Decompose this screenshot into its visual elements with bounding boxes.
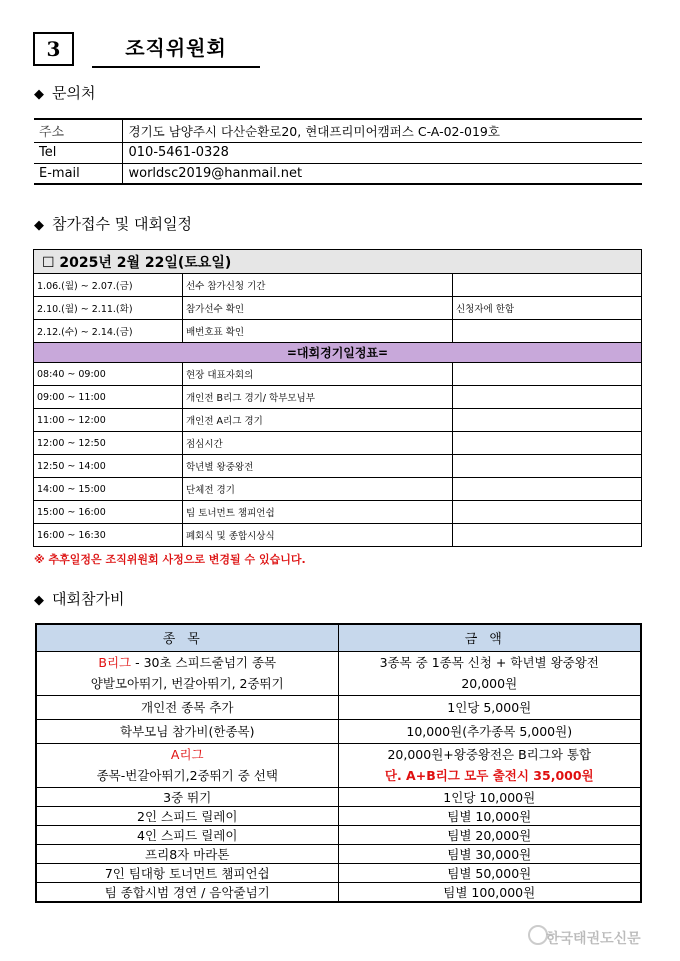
- event-cell: 4인 스피드 릴레이: [36, 825, 338, 844]
- section-number: 3: [33, 32, 74, 66]
- amount-line1: 3종목 중 1종목 신청 + 학년별 왕중왕전: [379, 655, 599, 670]
- table-row: [36, 882, 641, 902]
- contact-value: 010-5461-0328: [122, 142, 642, 163]
- contact-key: Tel: [34, 142, 122, 163]
- league-desc: - 30초 스피드줄넘기 종목: [131, 655, 277, 670]
- period-cell: 2.12.(수) ~ 2.14.(금): [34, 320, 183, 343]
- note-cell: [453, 320, 642, 343]
- time-cell: 12:00 ~ 12:50: [34, 432, 183, 455]
- table-row: [36, 787, 641, 806]
- time-cell: 08:40 ~ 09:00: [34, 363, 183, 386]
- schedule-heading: ◆ 참가접수 및 대회일정: [34, 215, 192, 233]
- table-row: [34, 386, 642, 409]
- amount-cell: 팀별 100,000원: [338, 882, 641, 902]
- league-desc2: 종목-번갈아뛰기,2중뛰기 중 선택: [96, 768, 278, 783]
- league-label: A리그: [170, 747, 204, 762]
- amount-cell: 1인당 5,000원: [338, 695, 641, 719]
- table-row: [34, 409, 642, 432]
- amount-cell: 1인당 10,000원: [338, 787, 641, 806]
- item-cell: 현장 대표자회의: [183, 363, 453, 386]
- diamond-bullet-icon: ◆: [34, 218, 44, 233]
- header-amount: 금액: [338, 624, 641, 651]
- event-cell: 프리8자 마라톤: [36, 844, 338, 863]
- amount-line2: 단. A+B리그 모두 출전시 35,000원: [384, 768, 594, 783]
- contact-value: worldsc2019@hanmail.net: [122, 163, 642, 184]
- contact-key: 주소: [34, 119, 122, 142]
- period-cell: 2.10.(월) ~ 2.11.(화): [34, 297, 183, 320]
- diamond-bullet-icon: ◆: [34, 593, 44, 608]
- header-event: 종목: [36, 624, 338, 651]
- contact-key: E-mail: [34, 163, 122, 184]
- item-cell: 참가선수 확인: [183, 297, 453, 320]
- table-row: [34, 478, 642, 501]
- amount-cell: [338, 651, 641, 695]
- note-cell: [453, 501, 642, 524]
- event-date: ☐ 2025년 2월 22일(토요일): [34, 250, 642, 274]
- note-cell: 신청자에 한함: [453, 297, 642, 320]
- table-row: [34, 524, 642, 547]
- table-row: [36, 825, 641, 844]
- item-cell: 배번호표 확인: [183, 320, 453, 343]
- amount-line1: 20,000원+왕중왕전은 B리그와 통합: [387, 747, 592, 762]
- item-cell: 학년별 왕중왕전: [183, 455, 453, 478]
- table-row: [36, 844, 641, 863]
- event-cell: 3중 뛰기: [36, 787, 338, 806]
- contact-table: [34, 118, 642, 185]
- note-cell: [453, 386, 642, 409]
- table-row: [36, 806, 641, 825]
- fee-table: [35, 623, 642, 903]
- contact-row-email: [34, 163, 642, 184]
- schedule-notice: ※ 추후일정은 조직위원회 사정으로 변경될 수 있습니다.: [34, 553, 306, 566]
- fee-row-b-league: [36, 651, 641, 695]
- note-cell: [453, 363, 642, 386]
- item-cell: 팀 토너먼트 챔피언쉽: [183, 501, 453, 524]
- contact-heading: ◆ 문의처: [34, 84, 96, 102]
- table-row: [36, 719, 641, 743]
- time-cell: 16:00 ~ 16:30: [34, 524, 183, 547]
- fee-row-a-league: [36, 743, 641, 787]
- diamond-bullet-icon: ◆: [34, 87, 44, 102]
- amount-cell: 팀별 30,000원: [338, 844, 641, 863]
- league-desc2: 양발모아뛰기, 번갈아뛰기, 2중뛰기: [90, 676, 284, 691]
- time-cell: 14:00 ~ 15:00: [34, 478, 183, 501]
- schedule-banner: =대회경기일정표=: [34, 343, 642, 363]
- note-cell: [453, 455, 642, 478]
- amount-cell: 팀별 50,000원: [338, 863, 641, 882]
- table-row: [34, 432, 642, 455]
- table-row: [34, 297, 642, 320]
- league-label: B리그: [98, 655, 132, 670]
- note-cell: [453, 274, 642, 297]
- amount-cell: [338, 743, 641, 787]
- event-cell: [36, 651, 338, 695]
- item-cell: 개인전 B리그 경기/ 학부모님부: [183, 386, 453, 409]
- contact-value: 경기도 남양주시 다산순환로20, 현대프리미어캠퍼스 C-A-02-019호: [122, 119, 642, 142]
- period-cell: 1.06.(월) ~ 2.07.(금): [34, 274, 183, 297]
- event-cell: [36, 743, 338, 787]
- watermark-logo-icon: [528, 925, 548, 945]
- table-row: [34, 274, 642, 297]
- event-cell: 학부모님 참가비(한종목): [36, 719, 338, 743]
- amount-cell: 팀별 20,000원: [338, 825, 641, 844]
- time-cell: 11:00 ~ 12:00: [34, 409, 183, 432]
- event-cell: 2인 스피드 릴레이: [36, 806, 338, 825]
- time-cell: 12:50 ~ 14:00: [34, 455, 183, 478]
- item-cell: 선수 참가신청 기간: [183, 274, 453, 297]
- note-cell: [453, 432, 642, 455]
- fee-heading: ◆ 대회참가비: [34, 590, 125, 608]
- table-row: [34, 455, 642, 478]
- table-row: [36, 863, 641, 882]
- schedule-table: [33, 249, 642, 547]
- schedule-date-row: [34, 250, 642, 274]
- amount-cell: 10,000원(추가종목 5,000원): [338, 719, 641, 743]
- table-row: [34, 320, 642, 343]
- note-cell: [453, 478, 642, 501]
- amount-cell: 팀별 10,000원: [338, 806, 641, 825]
- note-cell: [453, 409, 642, 432]
- event-cell: 팀 종합시범 경연 / 음악줄넘기: [36, 882, 338, 902]
- table-row: [34, 363, 642, 386]
- table-row: [34, 501, 642, 524]
- item-cell: 개인전 A리그 경기: [183, 409, 453, 432]
- fee-header-row: [36, 624, 641, 651]
- table-row: [36, 695, 641, 719]
- amount-line2: 20,000원: [461, 676, 518, 691]
- contact-row-address: [34, 119, 642, 142]
- contact-row-tel: [34, 142, 642, 163]
- watermark: 한국태권도신문: [546, 931, 641, 947]
- time-cell: 15:00 ~ 16:00: [34, 501, 183, 524]
- event-cell: 7인 팀대항 토너먼트 챔피언쉽: [36, 863, 338, 882]
- section-title: 조직위원회: [92, 32, 260, 68]
- note-cell: [453, 524, 642, 547]
- item-cell: 점심시간: [183, 432, 453, 455]
- item-cell: 단체전 경기: [183, 478, 453, 501]
- schedule-banner-row: [34, 343, 642, 363]
- time-cell: 09:00 ~ 11:00: [34, 386, 183, 409]
- event-cell: 개인전 종목 추가: [36, 695, 338, 719]
- item-cell: 폐회식 및 종합시상식: [183, 524, 453, 547]
